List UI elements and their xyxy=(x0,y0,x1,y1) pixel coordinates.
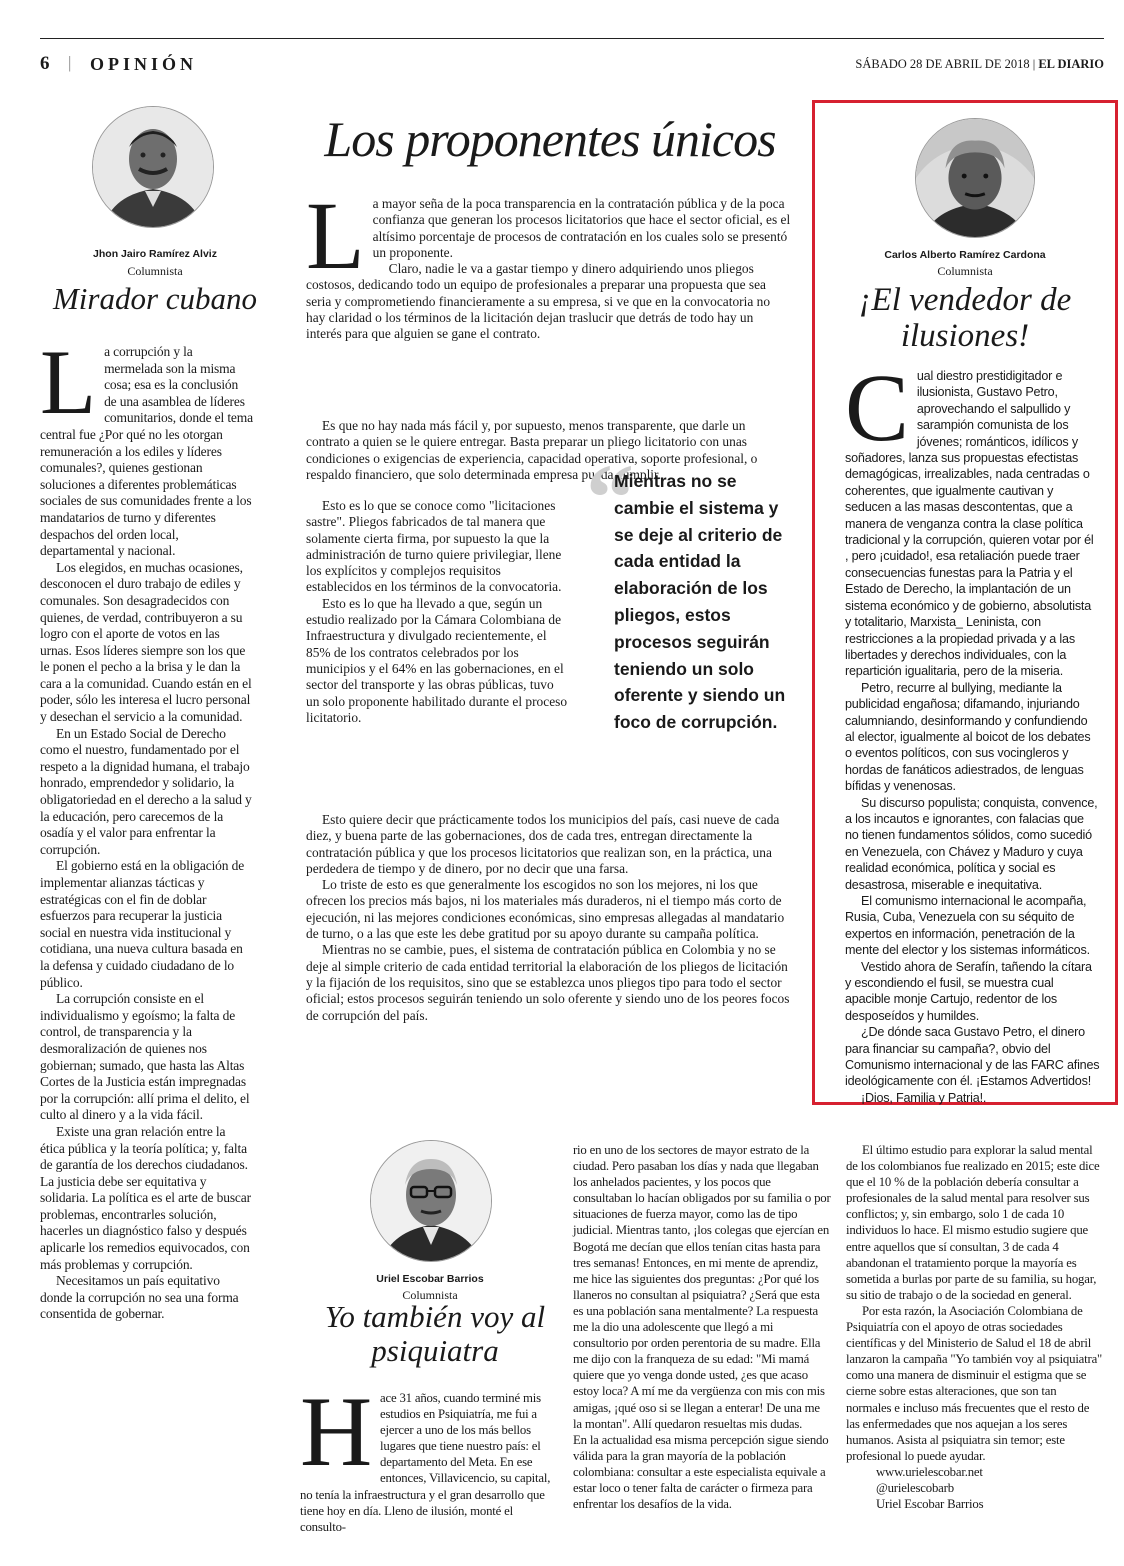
quote-mark-icon: “ xyxy=(586,444,634,551)
author-photo-right xyxy=(915,118,1035,238)
portrait-icon xyxy=(916,119,1034,237)
portrait-icon xyxy=(371,1141,491,1261)
paragraph: ¿De dónde saca Gustavo Petro, el dinero para financiar su campaña?, obvio del Comunismo internacional y de las FARC afines ideológicamente con él. ¡Estamos Advertidos! xyxy=(845,1025,1100,1089)
dropcap-right: C xyxy=(845,354,909,461)
column-title-left: Mirador cubano xyxy=(52,281,258,316)
column-body-bottom-2 xyxy=(573,1142,831,1556)
paragraph: Petro, recurre al bullying, mediante la publicidad engañosa; difamando, injuriando calumniando, desinformando y confundiendo al elector, igualmente al boicot de los debates o eventos políticos, con sus vocingleros y hordas de fanáticos adiestrados, de lenguas bífidas y venenosas. xyxy=(845,680,1091,794)
editorial-body-bottom xyxy=(306,812,792,1080)
author-role-bottom: Columnista xyxy=(402,1288,458,1302)
paragraph: Necesitamos un país equitativo donde la corrupción no sea una forma consentida de gobernar. xyxy=(40,1273,239,1322)
portrait-icon xyxy=(93,107,213,227)
column-body-bottom-3 xyxy=(846,1142,1104,1556)
paragraph: Es que no hay nada más fácil y, por supuesto, menos transparente, que darle un contrato a quien se le quiere entregar. Basta preparar un pliego licitatorio con unas condiciones o exigencias de experiencia, capacidad operativa, soporte profesional, o respaldo financiero, que solo determinada empresa pueda cumplir. xyxy=(306,418,758,482)
editorial-body-middle xyxy=(306,418,792,482)
paragraph: ace 31 años, cuando terminé mis estudios en Psiquiatría, me fui a ejercer a uno de los más bellos lugares que tiene nuestro país: el departamento del Meta. En ese entonces, Villavicencio, su capital, no tenía la infraestructura y el gran desarrollo que tiene hoy en día. Lleno de ilusión, monté el consulto- xyxy=(300,1391,551,1534)
column-title-bottom: Yo también voy al psiquiatra xyxy=(324,1299,546,1369)
paragraph: ¡Dios, Familia y Patria!. xyxy=(861,1090,987,1105)
paragraph: Su discurso populista; conquista, convence, a los incautos e ignorantes, con falacias que no tienen fundamentos sólidos, como sucedió en Venezuela, con Chávez y Maduro y cuya realidad económica, política y social es desastrosa, miserable e inequitativa. xyxy=(845,795,1098,892)
newspaper-name: EL DIARIO xyxy=(1038,57,1104,71)
editorial-body-narrow xyxy=(306,498,568,808)
editorial-title: Los proponentes únicos xyxy=(324,111,776,167)
paragraph: Esto es lo que se conoce como "licitaciones sastre". Pliegos fabricados de tal manera que solamente cierta firma, por supuesto la que la administración de turno quiere privilegiar, llene los explícitos y complejos requisitos establecidos en los términos de la convocatoria. xyxy=(306,498,562,595)
signature-url: www.urielescobar.net xyxy=(876,1464,983,1479)
issue-date: SÁBADO 28 DE ABRIL DE 2018 | xyxy=(855,57,1036,71)
paragraph: En un Estado Social de Derecho como el nuestro, fundamentado por el respeto a la dignidad humana, el trabajo honrado, emprendedor y solidario, la obligatoriedad en el derecho a la salud y la educación, pero carecemos de la osadía y el valor para enfrentar la corrupción. xyxy=(40,725,252,857)
section-name: OPINIÓN xyxy=(90,54,198,74)
paragraph: rio en uno de los sectores de mayor estrato de la ciudad. Pero pasaban los días y nada que llegaban los anhelados pacientes, y los pocos que consultaban lo hacían obligados por su familia o por situaciones de fuerza mayor, como las de tipo judicial. Mientras tanto, ¡los colegas que ejercían en Bogotá me decían que ellos tenían citas hasta para tres semanas! Entonces, en mi mente de aprendiz, me hice las siguientes dos preguntas: ¿Por qué los llaneros no consultan al psiquiatra? ¿Será que esta es una población sana mentalmente? La respuesta me la dio una adolescente que llegó a mi consultorio por orden perentoria de su madre. Ella me dijo con la franqueza de su edad: "Mi mamá quiere que yo venga donde usted, ¿es que acaso estoy loca? A mí me da vergüenza con mis con mis amigas, ¡qué oso si se llegan a enterar! De una me la montan". Allí quedaron resueltas mis dudas. xyxy=(573,1143,831,1431)
column-body-left xyxy=(40,331,253,1526)
paragraph: Esto es lo que ha llevado a que, según un estudio realizado por la Cámara Colombiana de Infraestructura y divulgado recientemente, el 85% de los contratos celebrados por los municipios y el 64% en las gobernaciones, en el sector del transporte y las obras públicas, tuvo un solo proponente habilitado durante el proceso licitatorio. xyxy=(306,595,568,725)
paragraph: Lo triste de esto es que generalmente los escogidos no son los mejores, ni los que ofrecen los precios más bajos, ni los materiales más duraderos, ni el tiempo más corto de ejecución, ni las mejores condiciones económicas, sino empresas allegadas al mandatario de turno, o a las que este les debe gratitud por su apoyo durante su campaña política. xyxy=(306,877,785,942)
author-name-right: Carlos Alberto Ramírez Cardona xyxy=(884,249,1046,261)
pull-quote-text: Mientras no se cambie el sistema y se deje al criterio de cada entidad la elaboración de los pliegos, estos procesos seguirán teniendo un solo oferente y siendo un foco de corrupción. xyxy=(614,471,786,733)
paragraph: a mayor seña de la poca transparencia en la contratación pública y de la poca confianza que generan los procesos licitatorios que hace el sector oficial, es el altísimo porcentaje de procesos de contratación en los cuales solo se presentó un proponente. xyxy=(372,196,791,260)
author-role-right: Columnista xyxy=(937,264,993,278)
paragraph: Por esta razón, la Asociación Colombiana de Psiquiatría con el apoyo de otras sociedades científicas y del Ministerio de Salud el 18 de abril lanzaron la campaña "Yo también voy al psiquiatra" como una manera de disminuir el estigma que se cierne sobre estas alteraciones, que son tan normales e incluso más frecuentes que el resto de las enfermedades que nos aquejan a los seres humanos. Asista al psiquiatra sin temor; este profesional lo puede ayudar. xyxy=(846,1303,1103,1463)
paragraph: En la actualidad esa misma percepción sigue siendo válida para la gran mayoría de la población colombiana: consultar a este especialista equivale a estar loco o tener falta de carácter o firmeza para enfrentar los desafíos de la vida. xyxy=(573,1432,829,1512)
paragraph: El gobierno está en la obligación de implementar alianzas tácticas y estratégicas con el fin de doblar esfuerzos para recuperar la justicia social en nuestra vida institucional y cotidiana, una nueva cultura basada en la defensa y cuidado ciudadano de lo público. xyxy=(40,858,245,990)
column-body-right xyxy=(845,354,1100,1105)
dropcap-bottom: H xyxy=(300,1376,373,1487)
signature-handle: @urielescobarb xyxy=(876,1480,954,1495)
signature-name: Uriel Escobar Barrios xyxy=(876,1497,984,1512)
paragraph: La corrupción consiste en el individualismo y egoísmo; la falta de control, de transparencia y la desmoralización de quienes nos gobiernan; sumado, que hasta las Altas Cortes de la Justicia están impregnadas por la corrupción: allí prima el delito, el culto al dinero y a la vida fácil. xyxy=(40,991,250,1123)
column-body-bottom-1 xyxy=(300,1376,557,1550)
header-divider: | xyxy=(68,53,72,72)
dropcap-editorial: L xyxy=(306,182,365,289)
page-header xyxy=(40,38,1104,78)
author-photo-left xyxy=(92,106,214,228)
page-number: 6 xyxy=(40,53,50,74)
paragraph: El último estudio para explorar la salud mental de los colombianos fue realizado en 2015; este dice que el 10 % de la población debería consultar a profesionales de la salud mental para resolver sus conflictos; y, sin embargo, solo 1 de cada 10 individuos lo hace. El mismo estudio sugiere que entre aquellos que sí consultan, 3 de cada 4 abandonan el tratamiento porque la mayoría es sometida a burlas por parte de su familia, su hogar, su sitio de trabajo o de la sociedad en general. xyxy=(846,1143,1100,1302)
author-name-left: Jhon Jairo Ramírez Alviz xyxy=(93,248,217,260)
paragraph: Existe una gran relación entre la ética pública y la teoría política; y, falta de garantía de los derechos ciudadanos. La justicia debe ser equitativa y solidaria. La política es el arte de buscar problemas, encontrarles solución, hacerles un diagnóstico falso y después aplicarle los remedios equivocados, con más problemas y corrupción. xyxy=(40,1123,251,1272)
paragraph: Los elegidos, en muchas ocasiones, desconocen el duro trabajo de ediles y comunales. Son desagradecidos con quienes, de verdad, contribuyeron a su logro con el aporte de votos en las urnas. Esos líderes siempre son los que le ponen el pecho a la brisa y le dan la cara a la comunidad. Cuando están en el poder, sólo les interesa el lucro personal y desechan el servicio a la comunidad. xyxy=(40,559,252,725)
paragraph: Mientras no se cambie, pues, el sistema de contratación pública en Colombia y no se deje al simple criterio de cada entidad territorial la elaboración de los pliegos de licitación y la fijación de los requisitos, sino que se establezca unos pliegos tipo para todo el sector oficial; estos procesos seguirán teniendo un solo oferente y siendo uno de los peores focos de corrupción del país. xyxy=(306,942,790,1023)
author-role-left: Columnista xyxy=(127,264,183,278)
column-title-right: ¡El vendedor de ilusiones! xyxy=(858,282,1072,355)
dropcap-left: L xyxy=(40,331,97,433)
paragraph: ual diestro prestidigitador e ilusionista, Gustavo Petro, aprovechando el salpullido y sarampión comunista de los jóvenes; románticos, idílicos y soñadores, lanza sus propuestas efectistas demagógicas, irrealizables, nada centradas o coherentes, que igualmente cautivan y seducen a las masas descontentas, que a manera de venganza contra la clase política tradicional y la corrupción, quieren votar por él , pero ¡cuidado!, esa retaliación puede traer consecuencias funestas para la Patria y el Estado de Derecho, la implantación de un sistema económico y de gobierno, absolutista y totalitario, Marxista_ Leninista, con restricciones a la propiedad privada y a las libertades y derechos individuales, con la repartición igualitaria, pero de la miseria. xyxy=(845,369,1094,679)
author-name-bottom: Uriel Escobar Barrios xyxy=(376,1273,484,1285)
author-photo-bottom xyxy=(370,1140,492,1262)
header-date xyxy=(855,57,1104,72)
paragraph: Claro, nadie le va a gastar tiempo y dinero adquiriendo unos pliegos costosos, dedicando todo un equipo de profesionales a preparar una propuesta que sea seria y comprometiendo financieramente a su empresa, si ve que en la convocatoria no hay claridad o los términos de la licitación dejan traslucir que detrás de todo hay un interés para que alguien se gane el contrato. xyxy=(306,261,771,342)
paragraph: Esto quiere decir que prácticamente todos los municipios del país, casi nueve de cada diez, y buena parte de las gobernaciones, dos de cada tres, entregan directamente la contratación pública y que los procesos licitatorios que realizan son, en la práctica, una perdedera de tiempo y de dinero, por no decir que una farsa. xyxy=(306,812,780,876)
paragraph: Vestido ahora de Serafín, tañendo la cítara y escondiendo el fusil, se muestra cual apacible monje Cartujo, redentor de los desposeídos y humildes. xyxy=(845,959,1092,1023)
paragraph: a corrupción y la mermelada son la misma cosa; esa es la conclusión de una asamblea de líderes comunitarios, donde el tema central fue ¿Por qué no les otorgan remuneración a los ediles y líderes comunales?, quienes gestionan soluciones a diferentes problemáticas sociales de sus comunidades frente a los mandatarios de turno y diferentes despachos del orden local, departamental y nacional. xyxy=(40,344,253,559)
paragraph: El comunismo internacional le acompaña, Rusia, Cuba, Venezuela con su séquito de expertos en información, penetración de la mente del elector y los sistemas informáticos. xyxy=(845,894,1090,958)
